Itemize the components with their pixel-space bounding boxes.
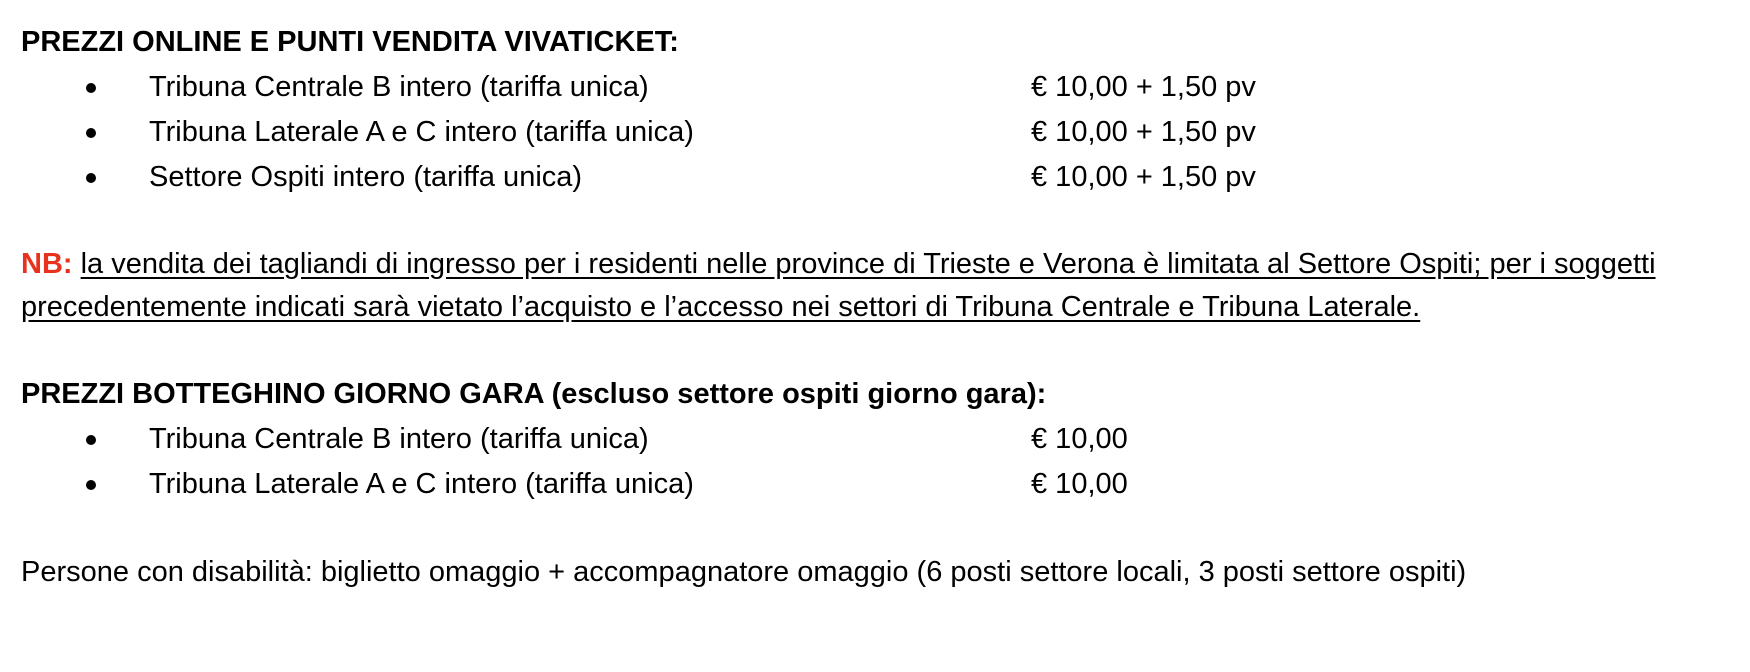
- online-prices-heading: PREZZI ONLINE E PUNTI VENDITA VIVATICKET:: [21, 26, 679, 58]
- document-page: [21, 20, 1733, 595]
- price-item-label: Tribuna Laterale A e C intero (tariffa unica): [149, 468, 694, 500]
- price-item-value: € 10,00: [1031, 468, 1128, 500]
- spacer: [21, 507, 1733, 550]
- online-price-list: [21, 65, 1733, 200]
- disability-info: Persone con disabilità: biglietto omaggio + accompagnatore omaggio (6 posti settore locali, 3 posti settore ospiti): [21, 556, 1467, 588]
- price-item-value: € 10,00 + 1,50 pv: [1031, 71, 1256, 103]
- price-item-value: € 10,00 + 1,50 pv: [1031, 161, 1256, 193]
- note-label: NB:: [21, 248, 73, 280]
- price-item-value: € 10,00: [1031, 423, 1128, 455]
- boxoffice-prices-heading: PREZZI BOTTEGHINO GIORNO GARA (escluso settore ospiti giorno gara):: [21, 378, 1047, 410]
- note-text: la vendita dei tagliandi di ingresso per i residenti nelle province di Trieste e Verona è limitata al Settore Ospiti; per i soggetti precedentemente indicati sarà vietato l’acquisto e l’accesso nei settori di Tribuna Centrale e Tribuna Laterale.: [21, 248, 1656, 323]
- spacer: [21, 200, 1733, 243]
- boxoffice-price-list: [21, 417, 1733, 507]
- price-item-value: € 10,00 + 1,50 pv: [1031, 116, 1256, 148]
- price-item-label: Settore Ospiti intero (tariffa unica): [149, 161, 583, 193]
- price-item-label: Tribuna Centrale B intero (tariffa unica): [149, 71, 649, 103]
- price-item-label: Tribuna Laterale A e C intero (tariffa unica): [149, 116, 694, 148]
- price-list-item: [21, 155, 1733, 200]
- price-list-item: [21, 110, 1733, 155]
- spacer: [21, 329, 1733, 372]
- price-list-item: [21, 417, 1733, 462]
- price-list-item: [21, 462, 1733, 507]
- price-list-item: [21, 65, 1733, 110]
- restriction-note: [21, 243, 1733, 329]
- price-item-label: Tribuna Centrale B intero (tariffa unica): [149, 423, 649, 455]
